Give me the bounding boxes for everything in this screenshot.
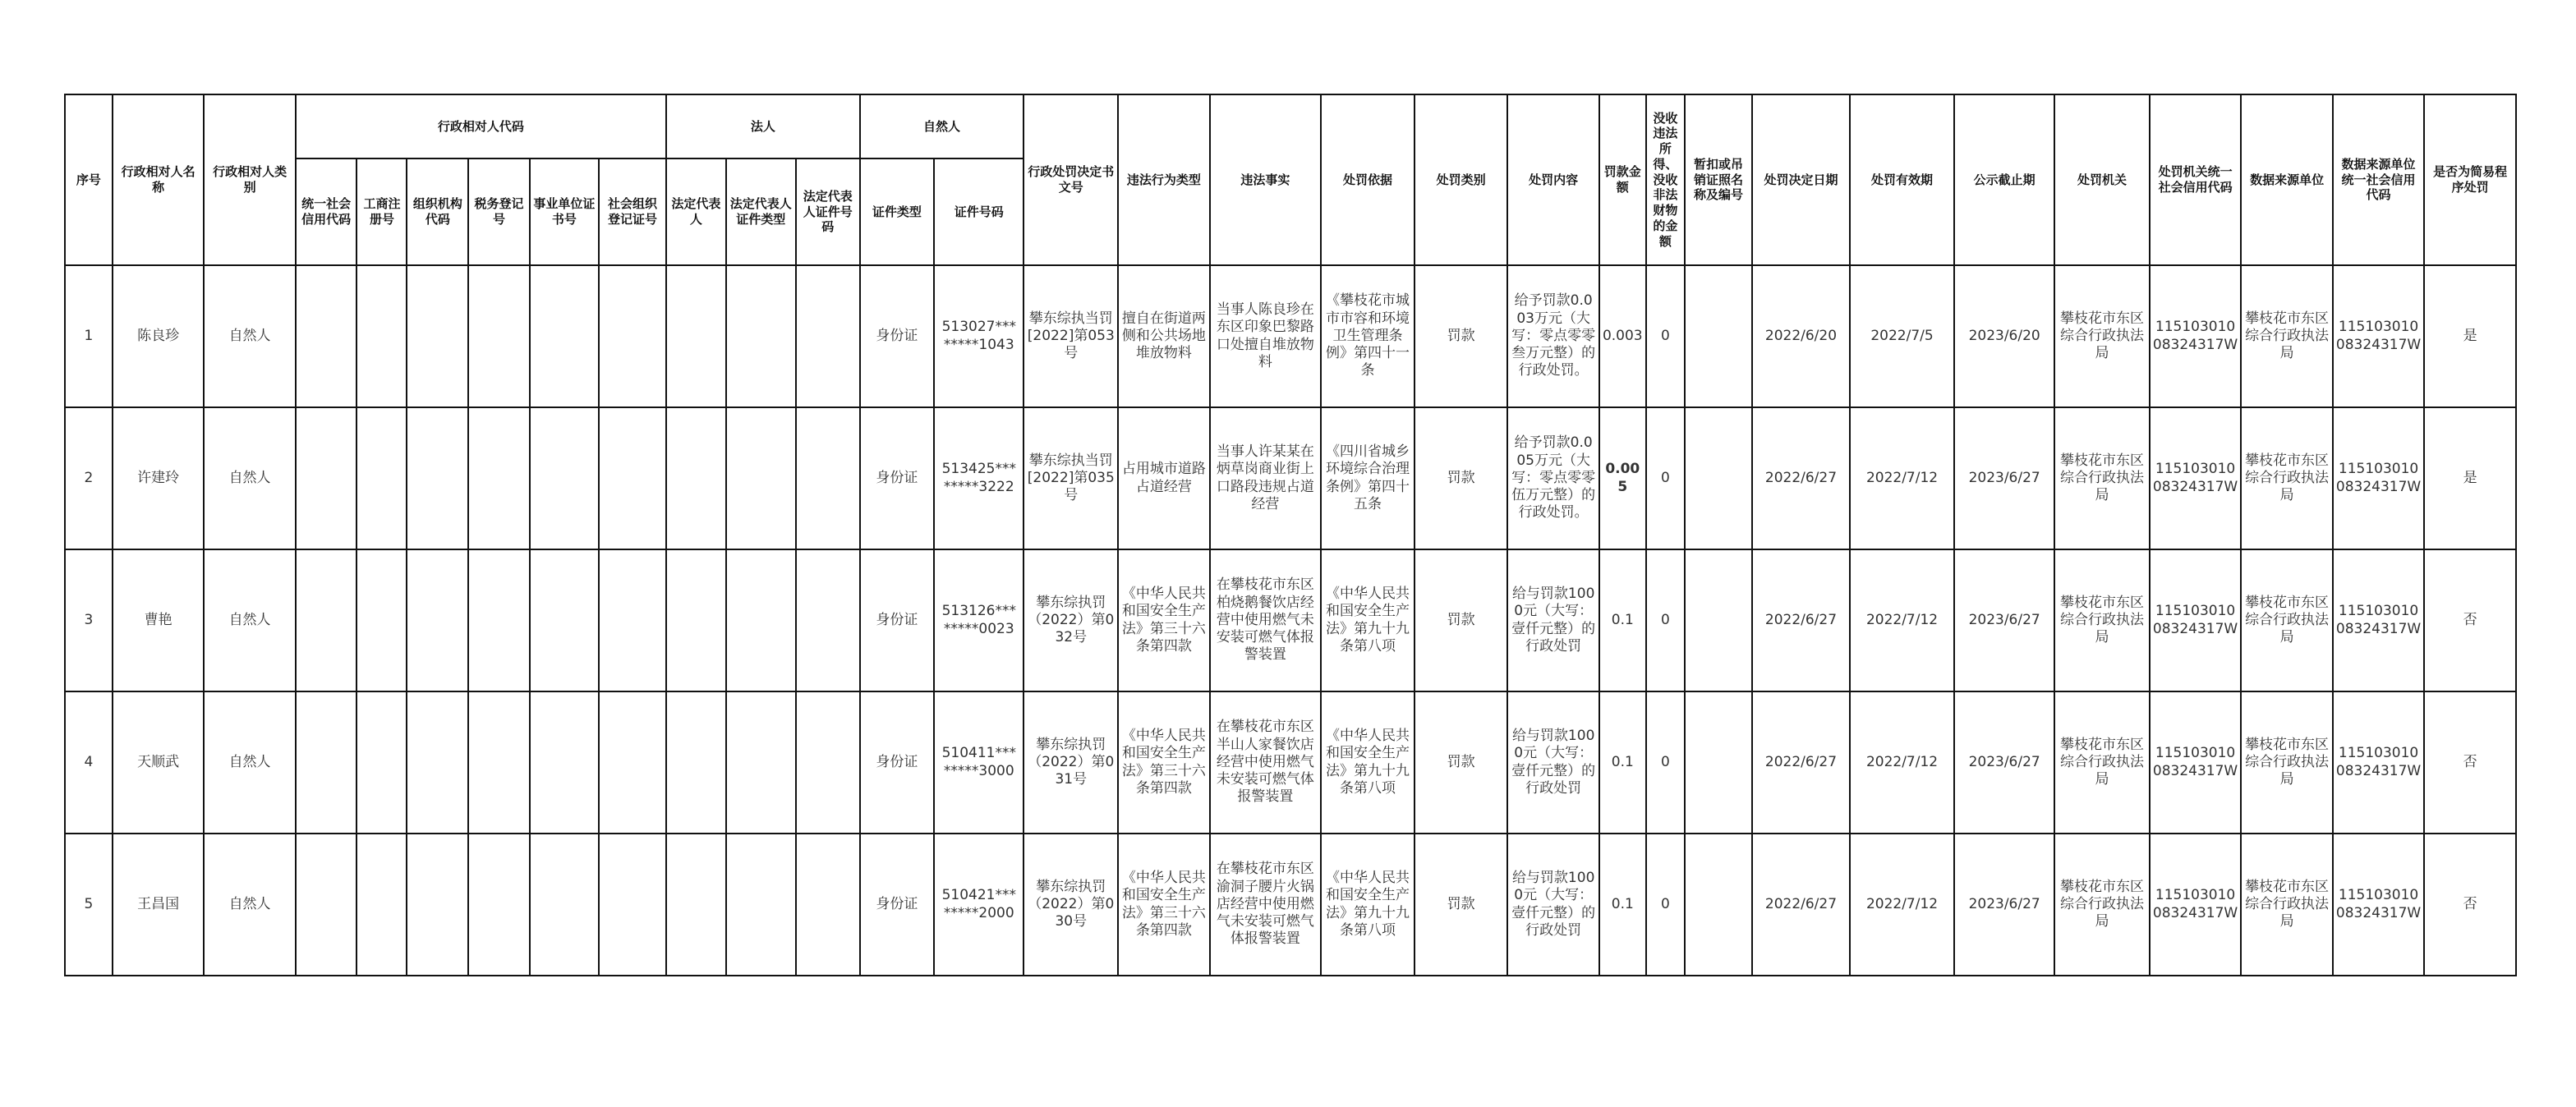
social-org-cell — [599, 549, 666, 691]
authority-cell: 攀枝花市东区综合行政执法局 — [2054, 549, 2150, 691]
org-code-cell — [407, 265, 468, 407]
decision-date-cell: 2022/6/27 — [1752, 549, 1850, 691]
legal-rep-id-type-cell — [726, 834, 796, 976]
header-license: 暂扣或吊销证照名称及编号 — [1685, 94, 1752, 265]
publish-end-cell: 2023/6/27 — [1954, 549, 2054, 691]
license-cell — [1685, 834, 1752, 976]
simple-cell: 否 — [2424, 834, 2516, 976]
valid-date-cell: 2022/7/12 — [1850, 691, 1954, 834]
header-simple: 是否为简易程序处罚 — [2424, 94, 2516, 265]
legal-rep-id-no-cell — [796, 691, 860, 834]
source-unit-cell: 攀枝花市东区综合行政执法局 — [2241, 265, 2332, 407]
social-org-cell — [599, 691, 666, 834]
publish-end-cell: 2023/6/20 — [1954, 265, 2054, 407]
legal-rep-id-no-cell — [796, 265, 860, 407]
header-publish-end: 公示截止期 — [1954, 94, 2054, 265]
header-authority: 处罚机关 — [2054, 94, 2150, 265]
legal-rep-id-no-cell — [796, 549, 860, 691]
header-id-no: 证件号码 — [934, 158, 1024, 265]
basis-cell: 《中华人民共和国安全生产法》第九十九条第八项 — [1321, 549, 1414, 691]
violation-type-cell: 《中华人民共和国安全生产法》第三十六条第四款 — [1118, 834, 1209, 976]
valid-date-cell: 2022/7/12 — [1850, 549, 1954, 691]
header-legal-rep-id-type: 法定代表人证件类型 — [726, 158, 796, 265]
credit-code-cell — [296, 265, 357, 407]
biz-reg-cell — [356, 691, 407, 834]
id-no-cell: 513126*** *****0023 — [934, 549, 1024, 691]
tax-reg-cell — [468, 834, 530, 976]
org-code-cell — [407, 549, 468, 691]
violation-type-cell: 《中华人民共和国安全生产法》第三十六条第四款 — [1118, 549, 1209, 691]
legal-rep-id-type-cell — [726, 691, 796, 834]
fine-cell: 0.003 — [1599, 265, 1646, 407]
basis-cell: 《中华人民共和国安全生产法》第九十九条第八项 — [1321, 834, 1414, 976]
authority-code-cell: 11510301008324317W — [2150, 691, 2241, 834]
decision-date-cell: 2022/6/27 — [1752, 691, 1850, 834]
simple-cell: 否 — [2424, 691, 2516, 834]
penalty-type-cell: 罚款 — [1414, 265, 1508, 407]
name-cell: 王昌国 — [113, 834, 204, 976]
party-type-cell: 自然人 — [204, 834, 295, 976]
violation-type-cell: 擅自在街道两侧和公共场地堆放物料 — [1118, 265, 1209, 407]
id-type-cell: 身份证 — [860, 407, 934, 549]
header-party-code-group: 行政相对人代码 — [296, 94, 666, 158]
fine-cell: 0.1 — [1599, 691, 1646, 834]
social-org-cell — [599, 407, 666, 549]
license-cell — [1685, 265, 1752, 407]
id-type-cell: 身份证 — [860, 834, 934, 976]
content-cell: 给与罚款1000元（大写：壹仟元整）的行政处罚 — [1507, 834, 1598, 976]
org-code-cell — [407, 407, 468, 549]
header-natural-group: 自然人 — [860, 94, 1024, 158]
authority-cell: 攀枝花市东区综合行政执法局 — [2054, 407, 2150, 549]
biz-reg-cell — [356, 834, 407, 976]
basis-cell: 《中华人民共和国安全生产法》第九十九条第八项 — [1321, 691, 1414, 834]
decision-date-cell: 2022/6/27 — [1752, 407, 1850, 549]
header-valid-date: 处罚有效期 — [1850, 94, 1954, 265]
source-unit-cell: 攀枝花市东区综合行政执法局 — [2241, 549, 2332, 691]
source-unit-cell: 攀枝花市东区综合行政执法局 — [2241, 691, 2332, 834]
party-type-cell: 自然人 — [204, 265, 295, 407]
source-code-cell: 11510301008324317W — [2333, 407, 2424, 549]
header-credit-code: 统一社会信用代码 — [296, 158, 357, 265]
header-social-org: 社会组织登记证号 — [599, 158, 666, 265]
source-unit-cell: 攀枝花市东区综合行政执法局 — [2241, 407, 2332, 549]
table-row — [65, 265, 2516, 407]
legal-rep-cell — [666, 691, 726, 834]
valid-date-cell: 2022/7/12 — [1850, 834, 1954, 976]
decision-date-cell: 2022/6/27 — [1752, 834, 1850, 976]
name-cell: 曹艳 — [113, 549, 204, 691]
biz-reg-cell — [356, 265, 407, 407]
penalty-type-cell: 罚款 — [1414, 691, 1508, 834]
header-confiscation: 没收违法所得、没收非法财物的金额 — [1646, 94, 1685, 265]
legal-rep-cell — [666, 549, 726, 691]
id-no-cell: 513027*** *****1043 — [934, 265, 1024, 407]
penalty-type-cell: 罚款 — [1414, 834, 1508, 976]
id-no-cell: 510411*** *****3000 — [934, 691, 1024, 834]
facts-cell: 在攀枝花市东区半山人家餐饮店经营中使用燃气未安装可燃气体报警装置 — [1210, 691, 1322, 834]
basis-cell: 《攀枝花市城市市容和环境卫生管理条例》第四十一条 — [1321, 265, 1414, 407]
name-cell: 许建玲 — [113, 407, 204, 549]
inst-cert-cell — [530, 834, 599, 976]
authority-code-cell: 11510301008324317W — [2150, 549, 2241, 691]
penalty-type-cell: 罚款 — [1414, 407, 1508, 549]
header-org-code: 组织机构代码 — [407, 158, 468, 265]
party-type-cell: 自然人 — [204, 691, 295, 834]
id-type-cell: 身份证 — [860, 549, 934, 691]
seq-cell: 2 — [65, 407, 113, 549]
fine-cell: 0.005 — [1599, 407, 1646, 549]
table-row — [65, 691, 2516, 834]
table-row — [65, 549, 2516, 691]
violation-type-cell: 《中华人民共和国安全生产法》第三十六条第四款 — [1118, 691, 1209, 834]
table-row — [65, 834, 2516, 976]
credit-code-cell — [296, 834, 357, 976]
id-no-cell: 513425*** *****3222 — [934, 407, 1024, 549]
source-unit-cell: 攀枝花市东区综合行政执法局 — [2241, 834, 2332, 976]
authority-cell: 攀枝花市东区综合行政执法局 — [2054, 265, 2150, 407]
tax-reg-cell — [468, 549, 530, 691]
header-penalty-type: 处罚类别 — [1414, 94, 1508, 265]
seq-cell: 5 — [65, 834, 113, 976]
inst-cert-cell — [530, 407, 599, 549]
publish-end-cell: 2023/6/27 — [1954, 834, 2054, 976]
header-tax-reg: 税务登记号 — [468, 158, 530, 265]
license-cell — [1685, 407, 1752, 549]
confiscation-cell: 0 — [1646, 834, 1685, 976]
seq-cell: 4 — [65, 691, 113, 834]
doc-no-cell: 攀东综执罚（2022）第031号 — [1024, 691, 1118, 834]
valid-date-cell: 2022/7/5 — [1850, 265, 1954, 407]
social-org-cell — [599, 834, 666, 976]
source-code-cell: 11510301008324317W — [2333, 834, 2424, 976]
id-type-cell: 身份证 — [860, 691, 934, 834]
license-cell — [1685, 691, 1752, 834]
content-cell: 给予罚款0.005万元（大写：零点零零伍万元整）的行政处罚。 — [1507, 407, 1598, 549]
header-decision-date: 处罚决定日期 — [1752, 94, 1850, 265]
credit-code-cell — [296, 691, 357, 834]
authority-cell: 攀枝花市东区综合行政执法局 — [2054, 834, 2150, 976]
authority-cell: 攀枝花市东区综合行政执法局 — [2054, 691, 2150, 834]
authority-code-cell: 11510301008324317W — [2150, 407, 2241, 549]
penalty-type-cell: 罚款 — [1414, 549, 1508, 691]
header-seq: 序号 — [65, 94, 113, 265]
header-source-unit: 数据来源单位 — [2241, 94, 2332, 265]
name-cell: 陈良珍 — [113, 265, 204, 407]
confiscation-cell: 0 — [1646, 265, 1685, 407]
tax-reg-cell — [468, 407, 530, 549]
inst-cert-cell — [530, 549, 599, 691]
credit-code-cell — [296, 549, 357, 691]
id-type-cell: 身份证 — [860, 265, 934, 407]
fine-cell: 0.1 — [1599, 549, 1646, 691]
legal-rep-cell — [666, 265, 726, 407]
party-type-cell: 自然人 — [204, 549, 295, 691]
simple-cell: 是 — [2424, 407, 2516, 549]
license-cell — [1685, 549, 1752, 691]
header-fine: 罚款金额 — [1599, 94, 1646, 265]
tax-reg-cell — [468, 265, 530, 407]
content-cell: 给与罚款1000元（大写：壹仟元整）的行政处罚 — [1507, 691, 1598, 834]
legal-rep-id-no-cell — [796, 834, 860, 976]
header-party-type: 行政相对人类别 — [204, 94, 295, 265]
simple-cell: 否 — [2424, 549, 2516, 691]
header-doc-no: 行政处罚决定书文号 — [1024, 94, 1118, 265]
seq-cell: 1 — [65, 265, 113, 407]
facts-cell: 当事人陈良珍在东区印象巴黎路口处擅自堆放物料 — [1210, 265, 1322, 407]
facts-cell: 在攀枝花市东区柏烧鹅餐饮店经营中使用燃气未安装可燃气体报警装置 — [1210, 549, 1322, 691]
publish-end-cell: 2023/6/27 — [1954, 691, 2054, 834]
source-code-cell: 11510301008324317W — [2333, 265, 2424, 407]
header-legal-rep: 法定代表人 — [666, 158, 726, 265]
confiscation-cell: 0 — [1646, 407, 1685, 549]
authority-code-cell: 11510301008324317W — [2150, 265, 2241, 407]
seq-cell: 3 — [65, 549, 113, 691]
biz-reg-cell — [356, 407, 407, 549]
name-cell: 天顺武 — [113, 691, 204, 834]
facts-cell: 当事人许某某在炳草岗商业街上口路段违规占道经营 — [1210, 407, 1322, 549]
inst-cert-cell — [530, 265, 599, 407]
header-party-name: 行政相对人名称 — [113, 94, 204, 265]
legal-rep-id-type-cell — [726, 265, 796, 407]
org-code-cell — [407, 691, 468, 834]
legal-rep-cell — [666, 834, 726, 976]
inst-cert-cell — [530, 691, 599, 834]
header-biz-reg: 工商注册号 — [356, 158, 407, 265]
penalty-table — [64, 94, 2517, 976]
decision-date-cell: 2022/6/20 — [1752, 265, 1850, 407]
org-code-cell — [407, 834, 468, 976]
confiscation-cell: 0 — [1646, 691, 1685, 834]
doc-no-cell: 攀东综执当罚[2022]第053号 — [1024, 265, 1118, 407]
legal-rep-cell — [666, 407, 726, 549]
header-basis: 处罚依据 — [1321, 94, 1414, 265]
header-inst-cert: 事业单位证书号 — [530, 158, 599, 265]
header-legal-group: 法人 — [666, 94, 860, 158]
header-legal-rep-id-no: 法定代表人证件号码 — [796, 158, 860, 265]
violation-type-cell: 占用城市道路占道经营 — [1118, 407, 1209, 549]
party-type-cell: 自然人 — [204, 407, 295, 549]
basis-cell: 《四川省城乡环境综合治理条例》第四十五条 — [1321, 407, 1414, 549]
credit-code-cell — [296, 407, 357, 549]
social-org-cell — [599, 265, 666, 407]
source-code-cell: 11510301008324317W — [2333, 549, 2424, 691]
source-code-cell: 11510301008324317W — [2333, 691, 2424, 834]
legal-rep-id-type-cell — [726, 549, 796, 691]
authority-code-cell: 11510301008324317W — [2150, 834, 2241, 976]
header-facts: 违法事实 — [1210, 94, 1322, 265]
legal-rep-id-no-cell — [796, 407, 860, 549]
legal-rep-id-type-cell — [726, 407, 796, 549]
header-source-code: 数据来源单位统一社会信用代码 — [2333, 94, 2424, 265]
doc-no-cell: 攀东综执罚（2022）第030号 — [1024, 834, 1118, 976]
header-violation-type: 违法行为类型 — [1118, 94, 1209, 265]
table-row — [65, 407, 2516, 549]
doc-no-cell: 攀东综执当罚[2022]第035号 — [1024, 407, 1118, 549]
simple-cell: 是 — [2424, 265, 2516, 407]
confiscation-cell: 0 — [1646, 549, 1685, 691]
header-content: 处罚内容 — [1507, 94, 1598, 265]
doc-no-cell: 攀东综执罚（2022）第032号 — [1024, 549, 1118, 691]
id-no-cell: 510421*** *****2000 — [934, 834, 1024, 976]
content-cell: 给予罚款0.003万元（大写：零点零零叁万元整）的行政处罚。 — [1507, 265, 1598, 407]
tax-reg-cell — [468, 691, 530, 834]
header-authority-code: 处罚机关统一社会信用代码 — [2150, 94, 2241, 265]
fine-cell: 0.1 — [1599, 834, 1646, 976]
header-id-type: 证件类型 — [860, 158, 934, 265]
valid-date-cell: 2022/7/12 — [1850, 407, 1954, 549]
content-cell: 给与罚款1000元（大写：壹仟元整）的行政处罚 — [1507, 549, 1598, 691]
facts-cell: 在攀枝花市东区渝洞子腰片火锅店经营中使用燃气未安装可燃气体报警装置 — [1210, 834, 1322, 976]
biz-reg-cell — [356, 549, 407, 691]
publish-end-cell: 2023/6/27 — [1954, 407, 2054, 549]
